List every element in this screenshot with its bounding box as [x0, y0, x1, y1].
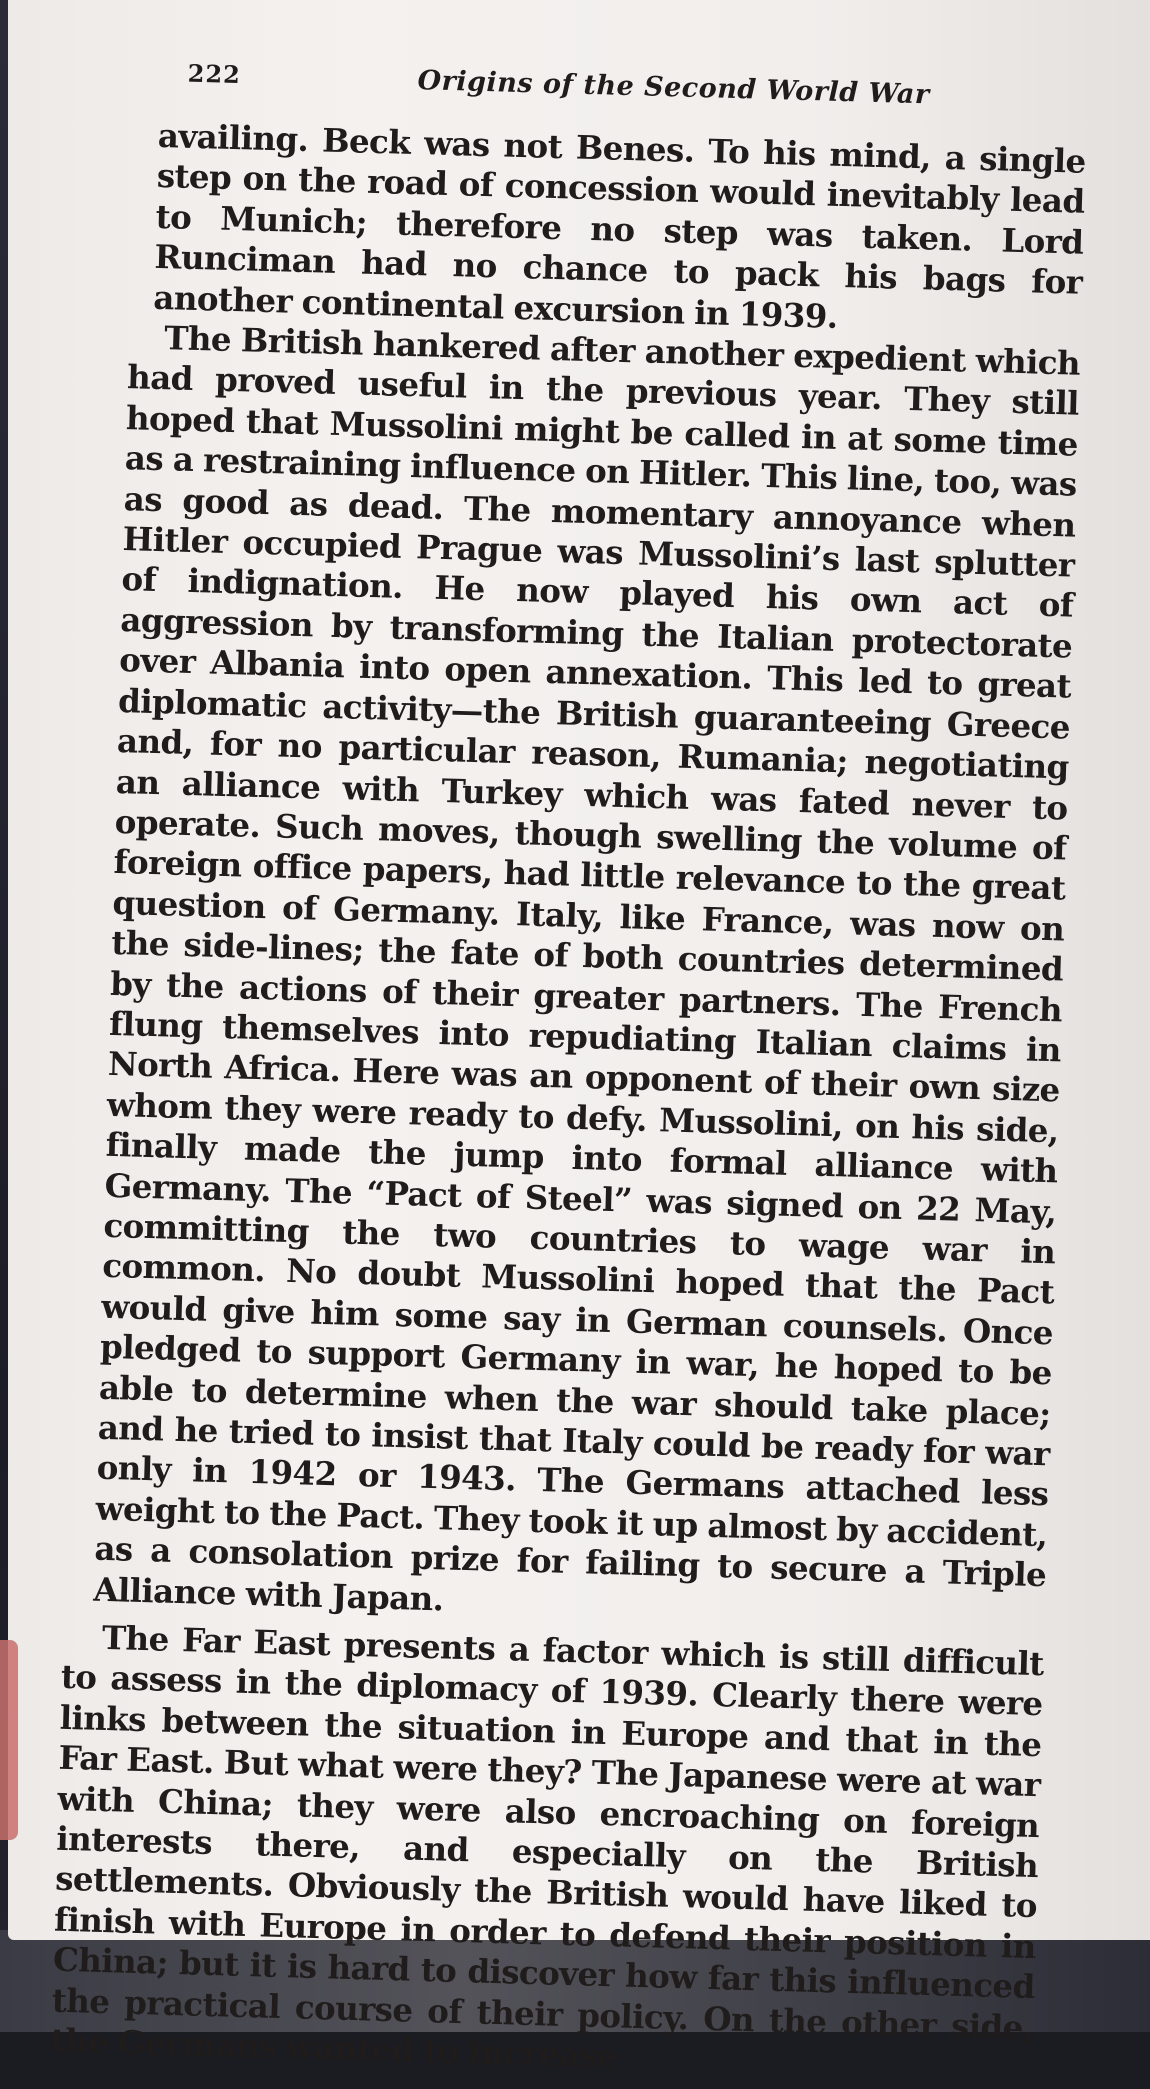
page-number: 222: [187, 58, 242, 90]
paragraph-1: availing. Beck was not Benes. To his mind, a single step on the road of concession would inevitably lead to Munich; therefore no step was taken. Lord Runciman had no chance to pack his bags for another continental excursion in 1939.: [152, 115, 1087, 336]
book-title: Origins of the Second World War: [417, 65, 931, 111]
page-content: [42, 56, 1088, 2088]
paragraph-3: The Far East presents a factor which is still difficult to assess in the diplomacy of 1939. Clearly there were links between the situation in Europe and that in the Far East. But what were they? The Japanese were at war with China; they were also encroaching on foreign interests there, and especially on the British settlements. Obviously the British would have liked to finish with Europe in order to defend their position in China; but it is hard to discover how far this influenced the practical course of their policy. On the other side, the Germans wanted to increase: [50, 1617, 1045, 2076]
paragraph-2: The British hankered after another expedient which had proved useful in the previous year. They still hoped that Mussolini might be called in at some time as a restraining influence on Hitler. This line, too, was as good as dead. The momentary annoyance when Hitler occupied Prague was Mussolini’s last splutter of indignation. He now played his own act of aggression by transforming the Italian protectorate over Albania into open annexation. This led to great diplomatic activity—the British guaranteeing Greece and, for no particular reason, Rumania; negotiating an alliance with Turkey which was fated never to operate. Such moves, though swelling the volume of foreign office papers, had little relevance to the great question of Germany. Italy, like France, was now on the side-lines; the fate of both countries determined by the actions of their greater partners. The French flung themselves into repudiating Italian claims in North Africa. Here was an opponent of their own size whom they were ready to defy. Mussolini, on his side, finally made the jump into formal alliance with Germany. The “Pact of Steel” was signed on 22 May, committing the two countries to wage war in common. No doubt Mussolini hoped that the Pact would give him some say in German counsels. Once pledged to support Germany in war, he hoped to be able to determine when the war should take place; and he tried to insist that Italy could be ready for war only in 1942 or 1943. The Germans attached less weight to the Pact. They took it up almost by accident, as a consolation prize for failing to secure a Triple Alliance with Japan.: [92, 318, 1081, 1619]
book-page: [8, 0, 1150, 2076]
